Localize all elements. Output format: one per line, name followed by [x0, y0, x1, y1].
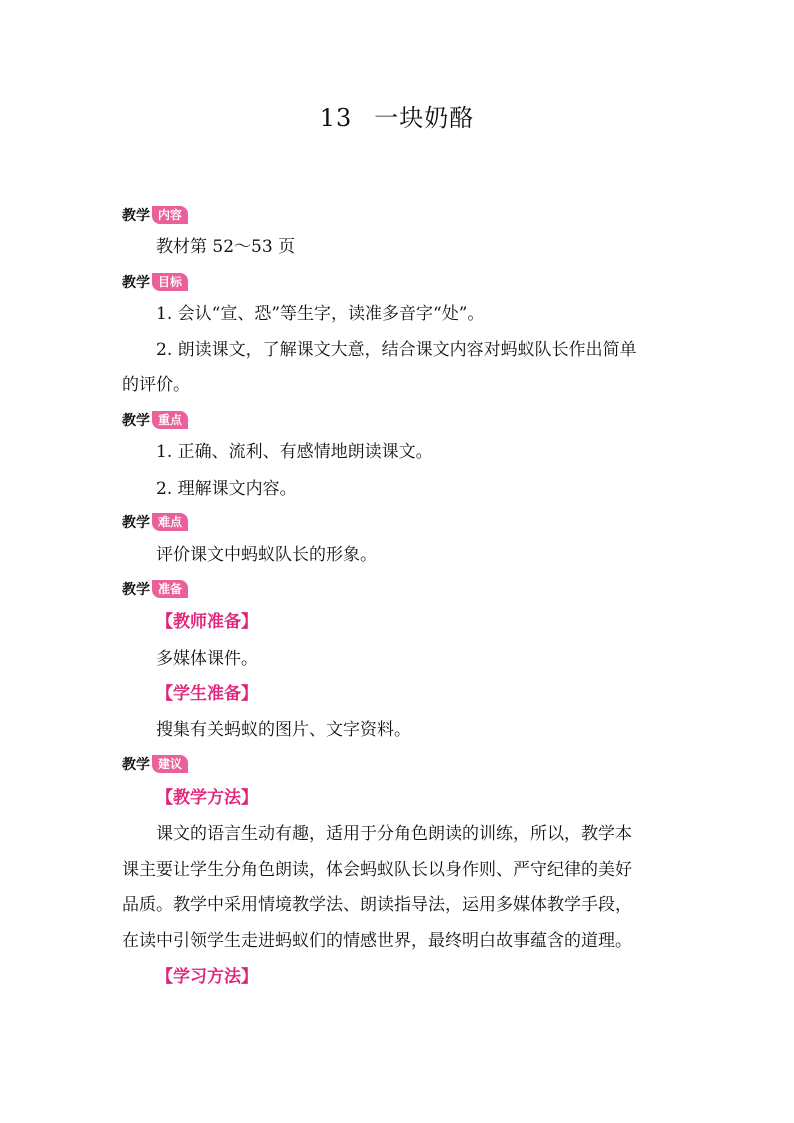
section-tag-key: 教学 重点	[122, 410, 188, 430]
teacher-prep-heading: 【教师准备】	[156, 612, 258, 632]
difficulty-text: 评价课文中蚂蚁队长的形象。	[156, 545, 377, 565]
method-line-4: 在读中引领学生走进蚂蚁们的情感世界，最终明白故事蕴含的道理。	[122, 931, 632, 951]
method-line-1: 课文的语言生动有趣，适用于分角色朗读的训练，所以，教学本	[156, 824, 632, 844]
method-heading: 【教学方法】	[156, 788, 258, 808]
section-tag-content: 教学 内容	[122, 205, 188, 225]
goal-item-2: 2. 朗读课文，了解课文大意，结合课文内容对蚂蚁队长作出简单	[156, 340, 637, 360]
tag-pill: 目标	[152, 273, 188, 291]
student-prep-text: 搜集有关蚂蚁的图片、文字资料。	[156, 720, 411, 740]
section-tag-prep: 教学 准备	[122, 579, 188, 599]
teacher-prep-text: 多媒体课件。	[156, 649, 258, 669]
tag-pill: 准备	[152, 580, 188, 598]
section-tag-difficulty: 教学 难点	[122, 512, 188, 532]
lesson-title	[0, 98, 794, 133]
key-item-2: 2. 理解课文内容。	[156, 479, 297, 499]
goal-item-1: 1. 会认“宣、恐”等生字，读准多音字“处”。	[156, 304, 485, 324]
lesson-number: 13	[319, 104, 353, 132]
tag-pill: 建议	[152, 755, 188, 773]
tag-pill: 重点	[152, 411, 188, 429]
goal-item-2-cont: 的评价。	[122, 375, 190, 395]
content-text: 教材第 52～53 页	[156, 237, 296, 257]
study-heading: 【学习方法】	[156, 967, 258, 987]
key-item-1: 1. 正确、流利、有感情地朗读课文。	[156, 442, 433, 462]
tag-pill: 难点	[152, 513, 188, 531]
section-tag-goals: 教学 目标	[122, 272, 188, 292]
method-line-2: 课主要让学生分角色朗读，体会蚂蚁队长以身作则、严守纪律的美好	[122, 860, 632, 880]
lesson-name: 一块奶酪	[374, 104, 475, 132]
method-line-3: 品质。教学中采用情境教学法、朗读指导法，运用多媒体教学手段，	[122, 895, 632, 915]
tag-pill: 内容	[152, 206, 188, 224]
student-prep-heading: 【学生准备】	[156, 684, 258, 704]
section-tag-advice: 教学 建议	[122, 754, 188, 774]
